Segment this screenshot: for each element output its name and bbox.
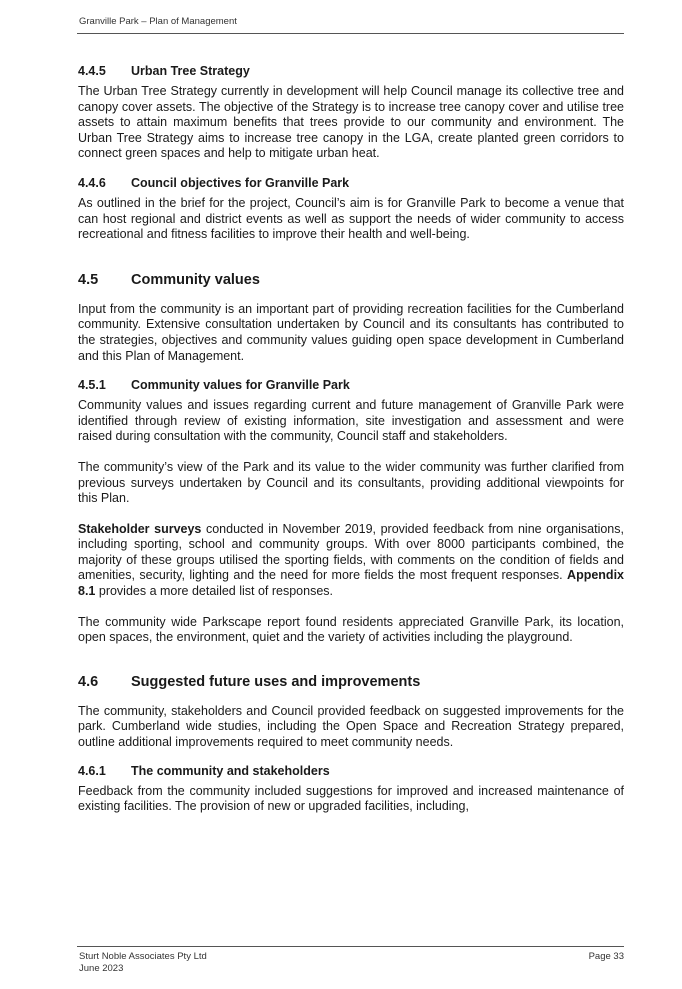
heading-number: 4.6.1 (78, 763, 106, 778)
footer-company: Sturt Noble Associates Pty Ltd (79, 951, 207, 962)
paragraph-community-issues: Community values and issues regarding current and future management of Granville Park were identified through review of existing information, site investigation and assessment and were raised during consultation with the community, Council staff and stakeholders. (78, 398, 624, 444)
heading-4-4-6 (78, 175, 624, 191)
heading-4-4-5 (78, 63, 624, 79)
heading-title: Community values for Granville Park (131, 378, 350, 393)
footer-rule (77, 946, 624, 947)
paragraph-council-objectives: As outlined in the brief for the project, Council’s aim is for Granville Park to become a venue that can host regional and district events as well as support the needs of wider community to access recreational and fitness facilities to improve their health and well-being. (78, 195, 624, 242)
running-header: Granville Park – Plan of Management (79, 16, 237, 27)
page-number: Page 33 (588, 951, 624, 962)
heading-title: Suggested future uses and improvements (131, 673, 421, 690)
heading-number: 4.4.5 (78, 64, 106, 78)
heading-4-6 (78, 673, 624, 691)
heading-4-5 (78, 271, 624, 289)
paragraph-parkscape: The community wide Parkscape report found residents appreciated Granville Park, its location, open spaces, the environment, quiet and the variety of activities including the playground. (78, 614, 624, 645)
text-segment: conducted in November 2019, provided feedback from nine organisations, including sporting, school and community groups. With over 8000 participants combined, the majority of these groups utilised the sporting fields, with comments on the condition of fields and amenities, security, lighting and the need for more fields the most frequent responses. (78, 521, 624, 583)
paragraph-community-feedback: Feedback from the community included suggestions for improved and increased maintenance of existing facilities. The provision of new or upgraded facilities, including, (78, 783, 624, 814)
page-content (78, 63, 624, 815)
bold-lead: Stakeholder surveys (78, 521, 202, 536)
heading-title: Community values (131, 271, 260, 288)
heading-number: 4.4.6 (78, 175, 106, 190)
heading-title: Council objectives for Granville Park (131, 175, 350, 190)
text-segment: provides a more detailed list of responses. (95, 584, 334, 599)
heading-4-5-1 (78, 377, 624, 393)
heading-number: 4.6 (78, 673, 99, 690)
footer-left (79, 951, 207, 974)
paragraph-stakeholder-surveys (78, 522, 624, 600)
heading-number: 4.5 (78, 271, 99, 288)
heading-title: Urban Tree Strategy (131, 64, 250, 78)
appendix-reference: Appendix 8.1 (78, 568, 624, 599)
heading-number: 4.5.1 (78, 378, 106, 393)
paragraph-suggested-improvements: The community, stakeholders and Council provided feedback on suggested improvements for the park. Cumberland wide studies, including the Open Space and Recreation Strategy prepared, outline additional improvements required to meet community needs. (78, 703, 624, 750)
heading-title: The community and stakeholders (131, 763, 330, 778)
footer-date: June 2023 (79, 962, 124, 974)
heading-4-6-1 (78, 763, 624, 779)
paragraph-community-view: The community’s view of the Park and its value to the wider community was further clarified from previous surveys undertaken by Council and its consultants, providing additional viewpoints for this Plan. (78, 459, 624, 506)
header-rule (77, 33, 624, 34)
paragraph-urban-tree: The Urban Tree Strategy currently in development will help Council manage its collective tree and canopy cover assets. The objective of the Strategy is to increase tree canopy cover and utilise tree assets to attain maximum benefits that trees provide to our community and environment. The Urban Tree Strategy aims to increase tree canopy in the LGA, create planted green corridors to connect green spaces and help to mitigate urban heat. (78, 84, 624, 161)
paragraph-community-values: Input from the community is an important part of providing recreation facilities for the Cumberland community. Extensive consultation undertaken by Council and its consultants has contributed to the strategies, objectives and community values guiding open space development in Cumberland and this Plan of Management. (78, 301, 624, 363)
